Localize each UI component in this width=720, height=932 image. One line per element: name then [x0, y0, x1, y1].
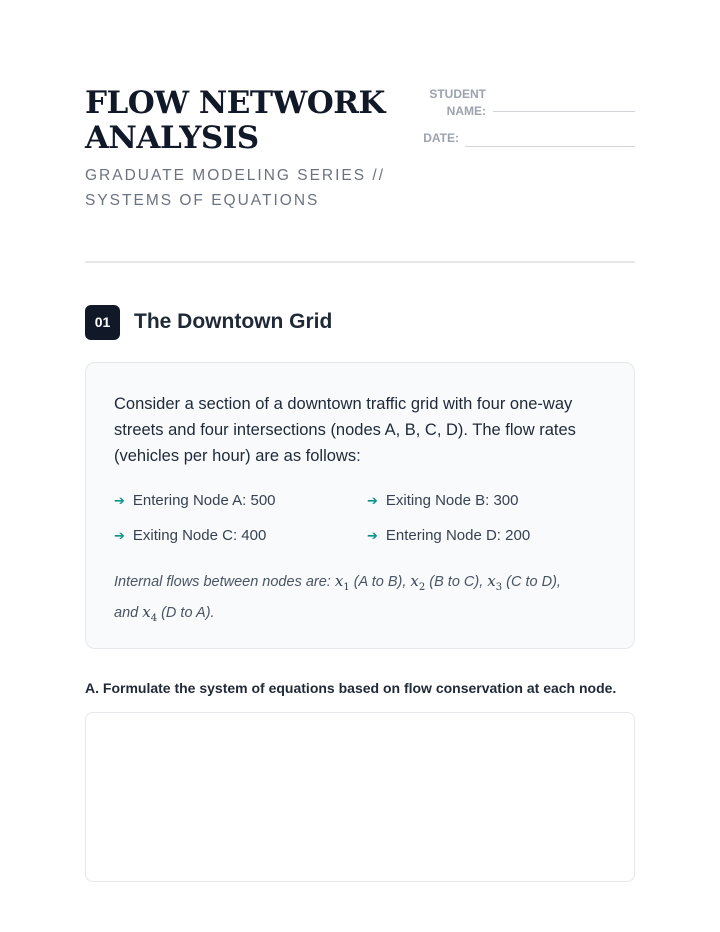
flow-item: ➔ Entering Node D: 200 — [367, 527, 531, 544]
section-title: The Downtown Grid — [134, 310, 333, 333]
variable-x1: $x_1$ — [334, 572, 350, 593]
date-label: DATE: — [423, 131, 459, 145]
section-number-badge: 01 — [85, 305, 120, 340]
title-line: FLOW NETWORK — [85, 85, 385, 121]
subtitle-line: GRADUATE MODELING SERIES // — [85, 167, 386, 184]
arrow-right-icon: ➔ — [114, 493, 125, 508]
flow-item: ➔ Exiting Node C: 400 — [114, 527, 267, 544]
variable-x4: $x_4$ — [142, 603, 158, 624]
internal-flows-note: Internal flows between nodes are: $x_1$ (A to B), $x_2$ (B to C), $x_3$ (C to D), and $x_4$ (D to A). — [114, 572, 561, 624]
header-divider — [85, 261, 635, 263]
arrow-right-icon: ➔ — [114, 528, 125, 543]
question-a: A. Formulate the system of equations based on flow conservation at each node. — [85, 680, 617, 696]
subtitle-line: SYSTEMS OF EQUATIONS — [85, 192, 320, 209]
flow-item: ➔ Entering Node A: 500 — [114, 492, 276, 509]
title-line: ANALYSIS — [85, 120, 259, 156]
flow-item: ➔ Exiting Node B: 300 — [367, 492, 519, 509]
problem-intro: Consider a section of a downtown traffic grid with four one-way streets and four intersections (nodes A, B, C, D). The flow rates (vehicles per hour) are as follows: — [114, 395, 576, 465]
date-field[interactable] — [465, 146, 635, 147]
answer-box[interactable] — [85, 712, 635, 882]
student-name-label: STUDENT NAME: — [429, 87, 486, 118]
worksheet-subtitle — [85, 163, 405, 213]
arrow-right-icon: ➔ — [367, 528, 378, 543]
arrow-right-icon: ➔ — [367, 493, 378, 508]
student-name-field[interactable] — [493, 111, 635, 112]
problem-card — [85, 362, 635, 649]
variable-x2: $x_2$ — [410, 572, 426, 593]
variable-x3: $x_3$ — [487, 572, 503, 593]
worksheet-title — [85, 86, 385, 156]
